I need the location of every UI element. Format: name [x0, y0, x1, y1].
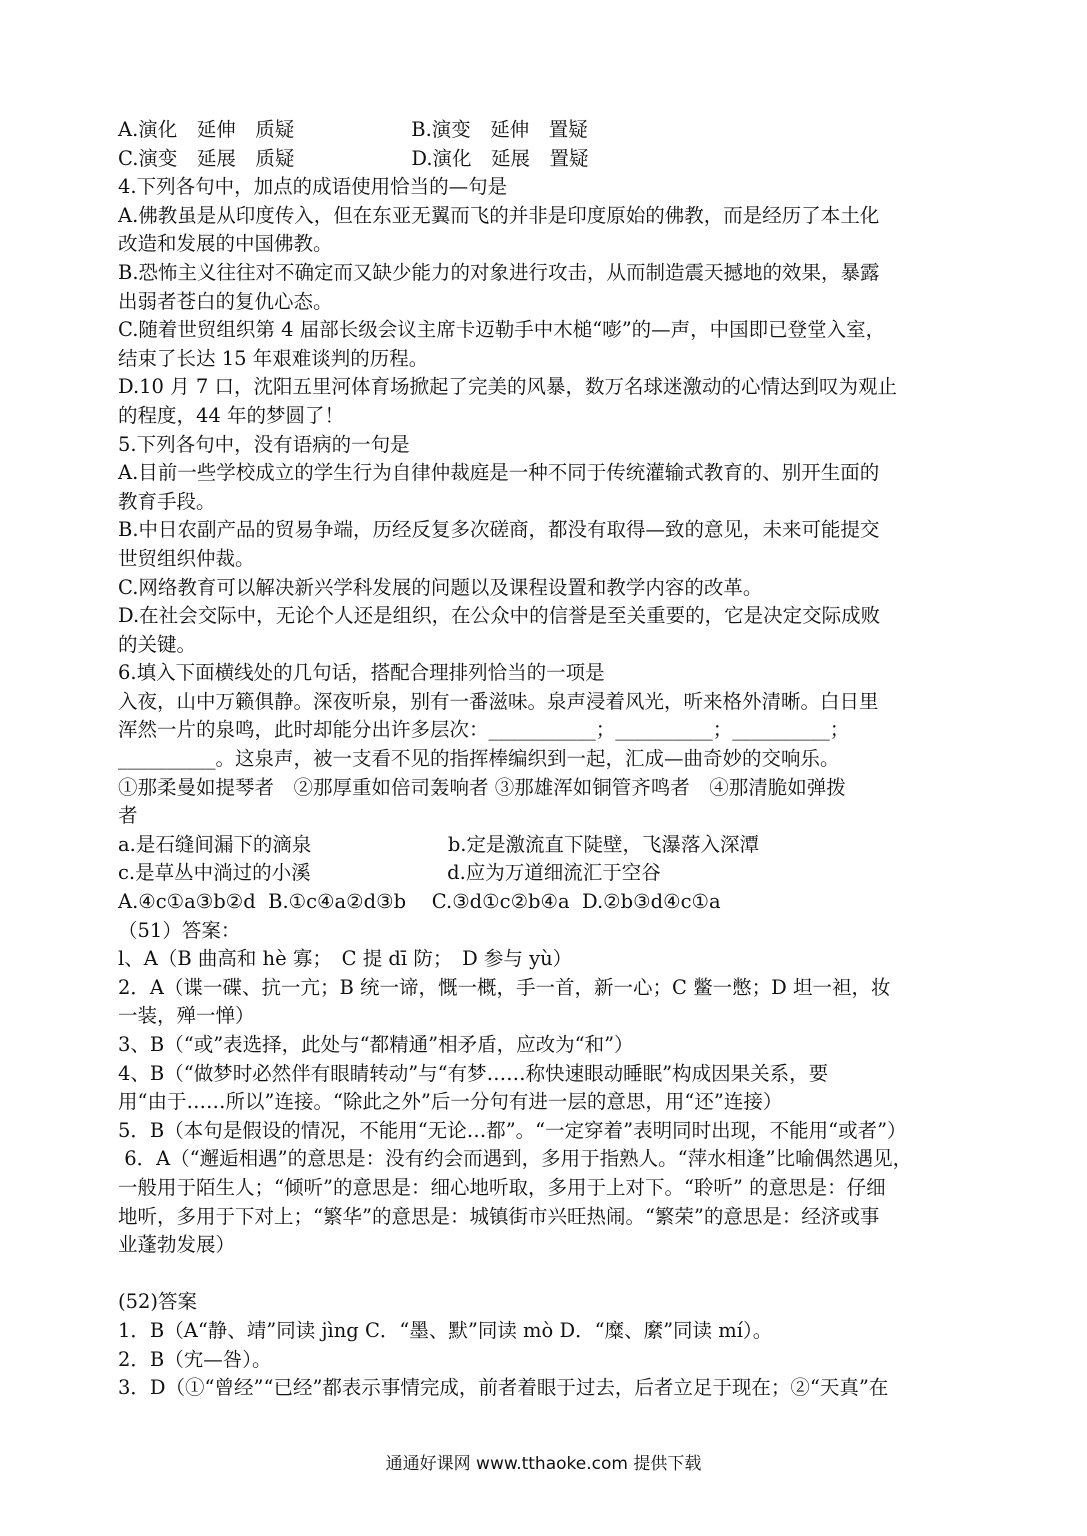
- text-line: 的程度，44 年的梦圆了！: [118, 403, 345, 427]
- text-line: 5.下列各句中，没有语病的一句是: [118, 432, 410, 456]
- text-line: C.随着世贸组织第 4 届部长级会议主席卡迈勒手中木槌“嘭”的—声，中国即已登堂入室，: [118, 318, 886, 342]
- text-line: 一般用于陌生人；“倾听”的意思是：细心地听取，多用于上对下。“聆听” 的意思是：仔细: [118, 1175, 886, 1199]
- text-line: 4、B（“做梦时必然伴有眼睛转动”与“有梦……称快速眼动睡眠”构成因果关系，要: [118, 1061, 829, 1085]
- text-line: 4.下列各句中，加点的成语使用恰当的—句是: [118, 175, 508, 199]
- text-line: A.④c①a③b②d B.①c④a②d③b C.③d①c②b④a D.②b③d④c①a: [118, 890, 721, 914]
- text-line: __________。这泉声，被一支看不见的指挥棒编织到一起，汇成—曲奇妙的交响乐。: [118, 747, 840, 771]
- text-line: l、A（B 曲高和 hè 寡； C 提 dī 防； D 参与 yù）: [118, 947, 573, 971]
- text-line: 改造和发展的中国佛教。: [118, 232, 333, 256]
- text-line: 5．B（本句是假设的情况，不能用“无论…都”。“一定穿着”表明同时出现，不能用“或者”）: [118, 1118, 907, 1142]
- page-footer: 通通好课网 www.tthaoke.com 提供下载: [385, 1454, 702, 1474]
- text-line: 出弱者苍白的复仇心态。: [118, 289, 333, 313]
- text-line: B.中日农副产品的贸易争端，历经反复多次磋商，都没有取得—致的意见，未来可能提交: [118, 518, 880, 542]
- text-line: A.目前一些学校成立的学生行为自律仲裁庭是一种不同于传统灌输式教育的、别开生面的: [118, 461, 880, 485]
- text-line: c.是草丛中淌过的小溪 d.应为万道细流汇于空谷: [118, 861, 661, 885]
- text-line: 一装，殚一惮）: [118, 1004, 255, 1028]
- text-line: 6.填入下面横线处的几句话，搭配合理排列恰当的一项是: [118, 661, 605, 685]
- document-body: [118, 116, 970, 1403]
- text-line: 浑然一片的泉鸣，此时却能分出许多层次：___________；__________；__________；: [118, 718, 850, 742]
- text-line: 地听，多用于下对上；“繁华”的意思是：城镇街市兴旺热闹。“繁荣”的意思是：经济或事: [118, 1204, 880, 1228]
- text-line: A.佛教虽是从印度传入，但在东亚无翼而飞的并非是印度原始的佛教，而是经历了本土化: [118, 203, 880, 227]
- text-line: 者: [118, 804, 138, 828]
- text-line: 世贸组织仲裁。: [118, 546, 255, 570]
- text-line: 用“由于……所以”连接。“除此之外”后一分句有进一层的意思，用“还”连接）: [118, 1090, 783, 1114]
- text-line: 3．D（①“曾经”“已经”都表示事情完成，前者着眼于过去，后者立足于现在；②“天真”在: [118, 1376, 889, 1400]
- text-line: 结束了长达 15 年艰难谈判的历程。: [118, 346, 429, 370]
- text-line: 3、B（“或”表选择，此处与“都精通”相矛盾，应改为“和”）: [118, 1033, 634, 1056]
- text-line: D.10 月 7 口，沈阳五里河体育场掀起了完美的风暴，数万名球迷激动的心情达到叹为观止: [118, 375, 897, 399]
- text-line: C.网络教育可以解决新兴学科发展的问题以及课程设置和教学内容的改革。: [118, 575, 763, 599]
- text-line: （51）答案：: [118, 918, 241, 942]
- text-line: 的关键。: [118, 632, 197, 656]
- text-line: 1．B（A“静、靖”同读 jìng C．“墨、默”同读 mò D．“糜、縻”同读 mí）。: [118, 1318, 773, 1342]
- text-line: B.恐怖主义往往对不确定而又缺少能力的对象进行攻击，从而制造震天撼地的效果，暴露: [118, 260, 880, 284]
- text-line: a.是石缝间漏下的滴泉 b.定是激流直下陡壁，飞瀑落入深潭: [118, 832, 760, 856]
- text-line: 6．A（“邂逅相遇”的意思是：没有约会而遇到，多用于指熟人。“萍水相逢”比喻偶然遇见，: [118, 1147, 913, 1171]
- text-line: 入夜，山中万籁俱静。深夜听泉，别有一番滋味。泉声浸着风光，听来格外清晰。白日里: [118, 689, 879, 713]
- text-lines: [118, 116, 970, 1403]
- text-line: (52)答案: [118, 1290, 198, 1314]
- text-line: D.在社会交际中，无论个人还是组织，在公众中的信誉是至关重要的，它是决定交际成败: [118, 604, 881, 628]
- text-line: 业蓬勃发展）: [118, 1233, 236, 1257]
- text-line: 教育手段。: [118, 489, 216, 513]
- text-line: 2．A（谍一碟、抗一亢；B 统一谛，慨一概，手一首，新一心；C 鳖一憋；D 坦一袒，妆: [118, 975, 891, 999]
- text-line: 2．B（宄—咎）。: [118, 1347, 272, 1371]
- text-line: A.演化 延伸 质疑 B.演变 延伸 置疑: [118, 118, 588, 141]
- text-line: [118, 1260, 970, 1289]
- text-line: ①那柔曼如提琴者 ②那厚重如倍司轰响者 ③那雄浑如铜管齐鸣者 ④那清脆如弹拨: [118, 775, 846, 799]
- text-line: C.演变 延展 质疑 D.演化 延展 置疑: [118, 146, 589, 170]
